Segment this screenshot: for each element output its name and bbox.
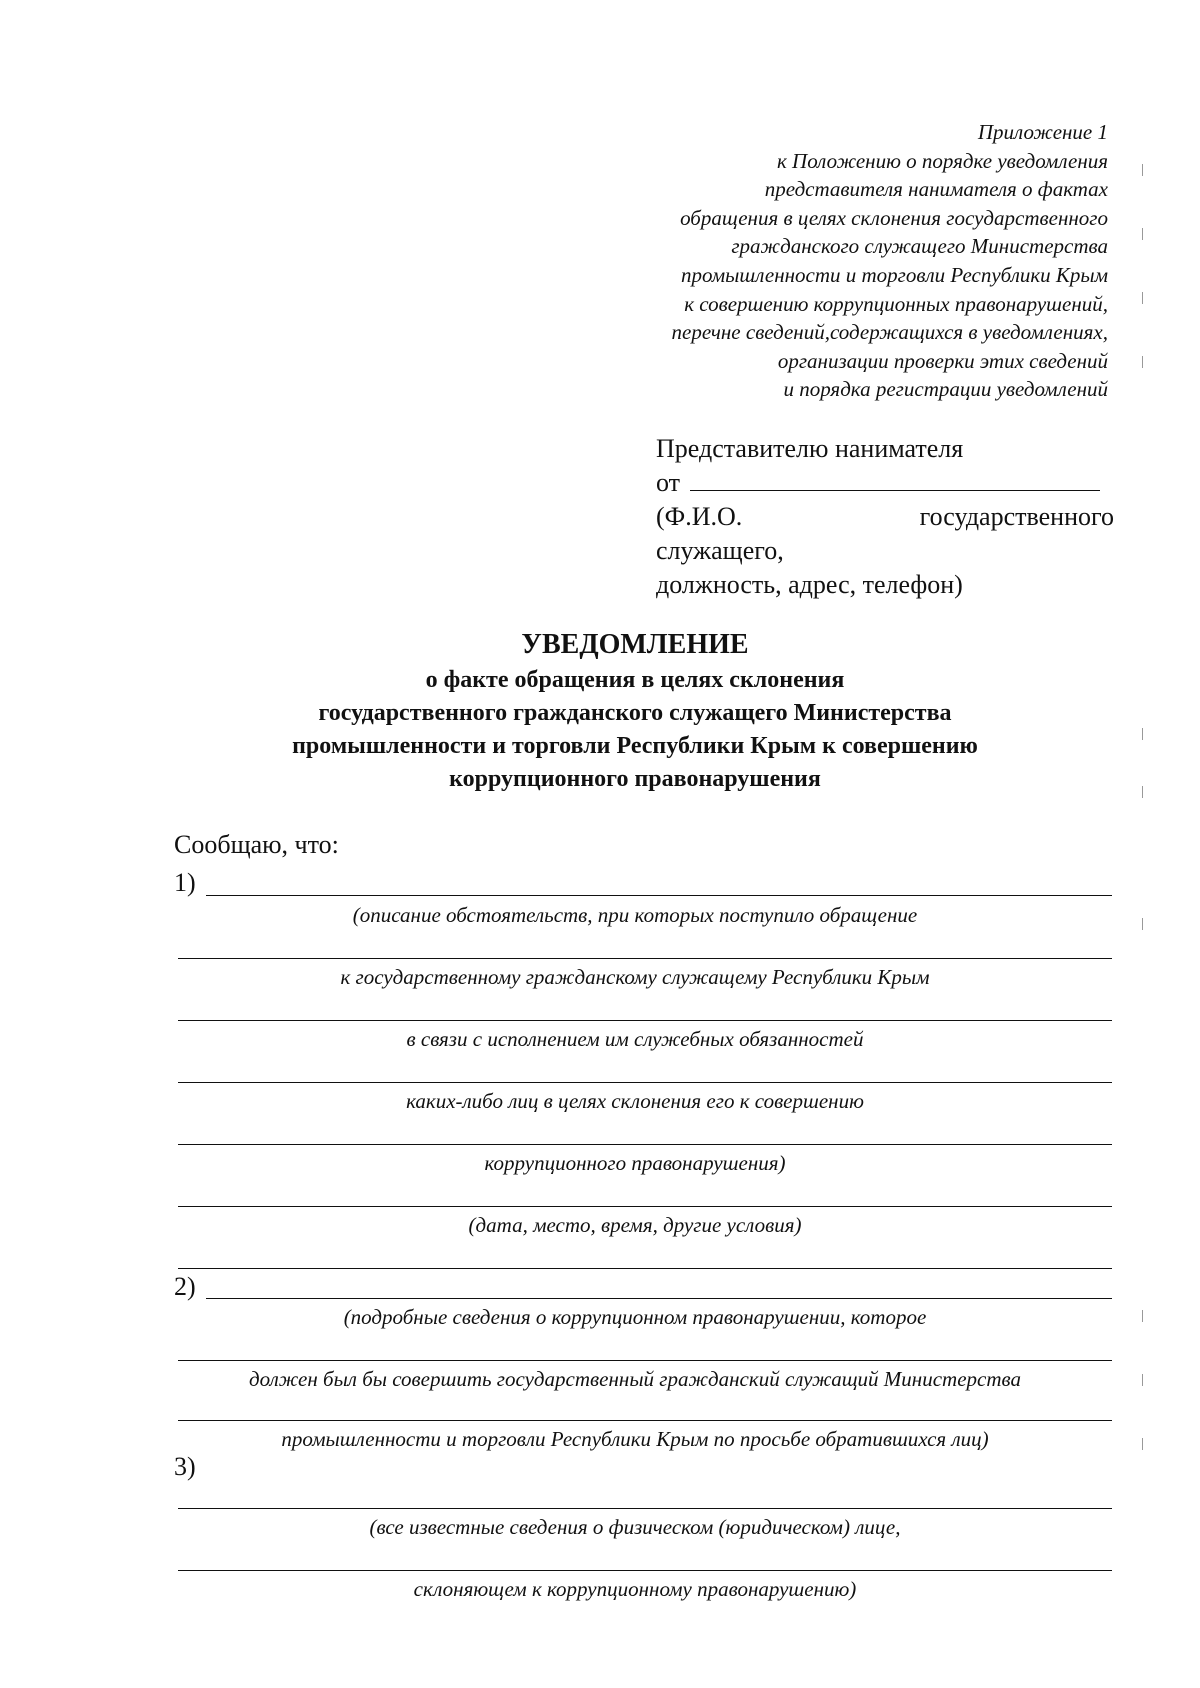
blank-line[interactable]	[178, 1420, 1112, 1421]
scan-mark	[1142, 728, 1143, 740]
annex-line: представителя нанимателя о фактах	[764, 177, 1108, 202]
notice-subtitle-line: о факте обращения в целях склонения	[425, 667, 845, 693]
item-1-blank-line[interactable]	[206, 895, 1112, 896]
state-label: государственного	[919, 502, 1114, 531]
item-2-caption: должен был бы совершить государственный гражданский служащий Министерства	[249, 1367, 1021, 1391]
scan-mark	[1142, 292, 1143, 304]
addressee-from-row	[656, 466, 1114, 500]
annex-line: перечне сведений,содержащихся в уведомлениях,	[671, 320, 1108, 345]
annex-line: организации проверки этих сведений	[777, 348, 1108, 373]
item-3-number: 3)	[174, 1452, 196, 1481]
notice-subtitle-line: коррупционного правонарушения	[449, 766, 821, 792]
addressee-block	[656, 432, 1114, 602]
item-3-caption: (все известные сведения о физическом (юридическом) лице,	[369, 1515, 901, 1539]
from-blank-line[interactable]	[690, 470, 1100, 491]
blank-line[interactable]	[178, 1268, 1112, 1269]
blank-line[interactable]	[178, 1360, 1112, 1361]
notice-subtitle-line: промышленности и торговли Республики Крым к совершению	[292, 733, 978, 759]
blank-line[interactable]	[178, 1144, 1112, 1145]
from-label: от	[656, 468, 681, 497]
addressee-fio-row	[656, 500, 1114, 534]
addressee-to: Представителю нанимателя	[656, 434, 964, 463]
item-1-caption: коррупционного правонарушения)	[484, 1151, 786, 1175]
notice-heading	[150, 626, 1120, 796]
item-1-number: 1)	[174, 868, 196, 897]
blank-line[interactable]	[178, 1508, 1112, 1509]
annex-line: к Положению о порядке уведомления	[776, 148, 1108, 173]
annex-line: промышленности и торговли Республики Крым	[681, 262, 1108, 287]
notice-title: УВЕДОМЛЕНИЕ	[521, 629, 749, 660]
details-label: должность, адрес, телефон)	[656, 570, 963, 599]
servant-label: служащего,	[656, 536, 784, 565]
intro-text: Сообщаю, что:	[174, 830, 339, 859]
blank-line[interactable]	[178, 1570, 1112, 1571]
annex-line: Приложение 1	[977, 120, 1108, 144]
item-2-number: 2)	[174, 1272, 196, 1301]
scan-mark	[1142, 1310, 1143, 1322]
scan-mark	[1142, 228, 1143, 240]
fio-label: (Ф.И.О.	[656, 502, 743, 531]
item-1-caption: (дата, место, время, другие условия)	[468, 1213, 802, 1237]
annex-line: и порядка регистрации уведомлений	[783, 377, 1108, 402]
notice-subtitle-line: государственного гражданского служащего Министерства	[318, 700, 952, 726]
annex-line: к совершению коррупционных правонарушений,	[684, 291, 1108, 316]
item-1-caption: каких-либо лиц в целях склонения его к совершению	[406, 1089, 864, 1113]
scan-mark	[1142, 1438, 1143, 1450]
scan-mark	[1142, 1374, 1143, 1386]
scan-mark	[1142, 356, 1143, 368]
annex-line: обращения в целях склонения государственного	[680, 205, 1108, 230]
scan-mark	[1142, 786, 1143, 798]
blank-line[interactable]	[178, 1020, 1112, 1021]
item-1-caption: к государственному гражданскому служащему Республики Крым	[340, 965, 930, 989]
blank-line[interactable]	[178, 1082, 1112, 1083]
item-1-caption: в связи с исполнением им служебных обязанностей	[406, 1027, 864, 1051]
annex-line: гражданского служащего Министерства	[731, 234, 1108, 259]
scan-mark	[1142, 918, 1143, 930]
item-1-caption: (описание обстоятельств, при которых поступило обращение	[352, 903, 918, 927]
annex-header	[488, 118, 1108, 404]
blank-line[interactable]	[178, 958, 1112, 959]
item-3-caption: склоняющем к коррупционному правонарушению)	[413, 1577, 857, 1601]
item-2-caption: (подробные сведения о коррупционном правонарушении, которое	[343, 1305, 927, 1329]
blank-line[interactable]	[178, 1206, 1112, 1207]
item-2-caption: промышленности и торговли Республики Крым по просьбе обратившихся лиц)	[281, 1427, 989, 1451]
item-2-blank-line[interactable]	[206, 1298, 1112, 1299]
scan-mark	[1142, 164, 1143, 176]
